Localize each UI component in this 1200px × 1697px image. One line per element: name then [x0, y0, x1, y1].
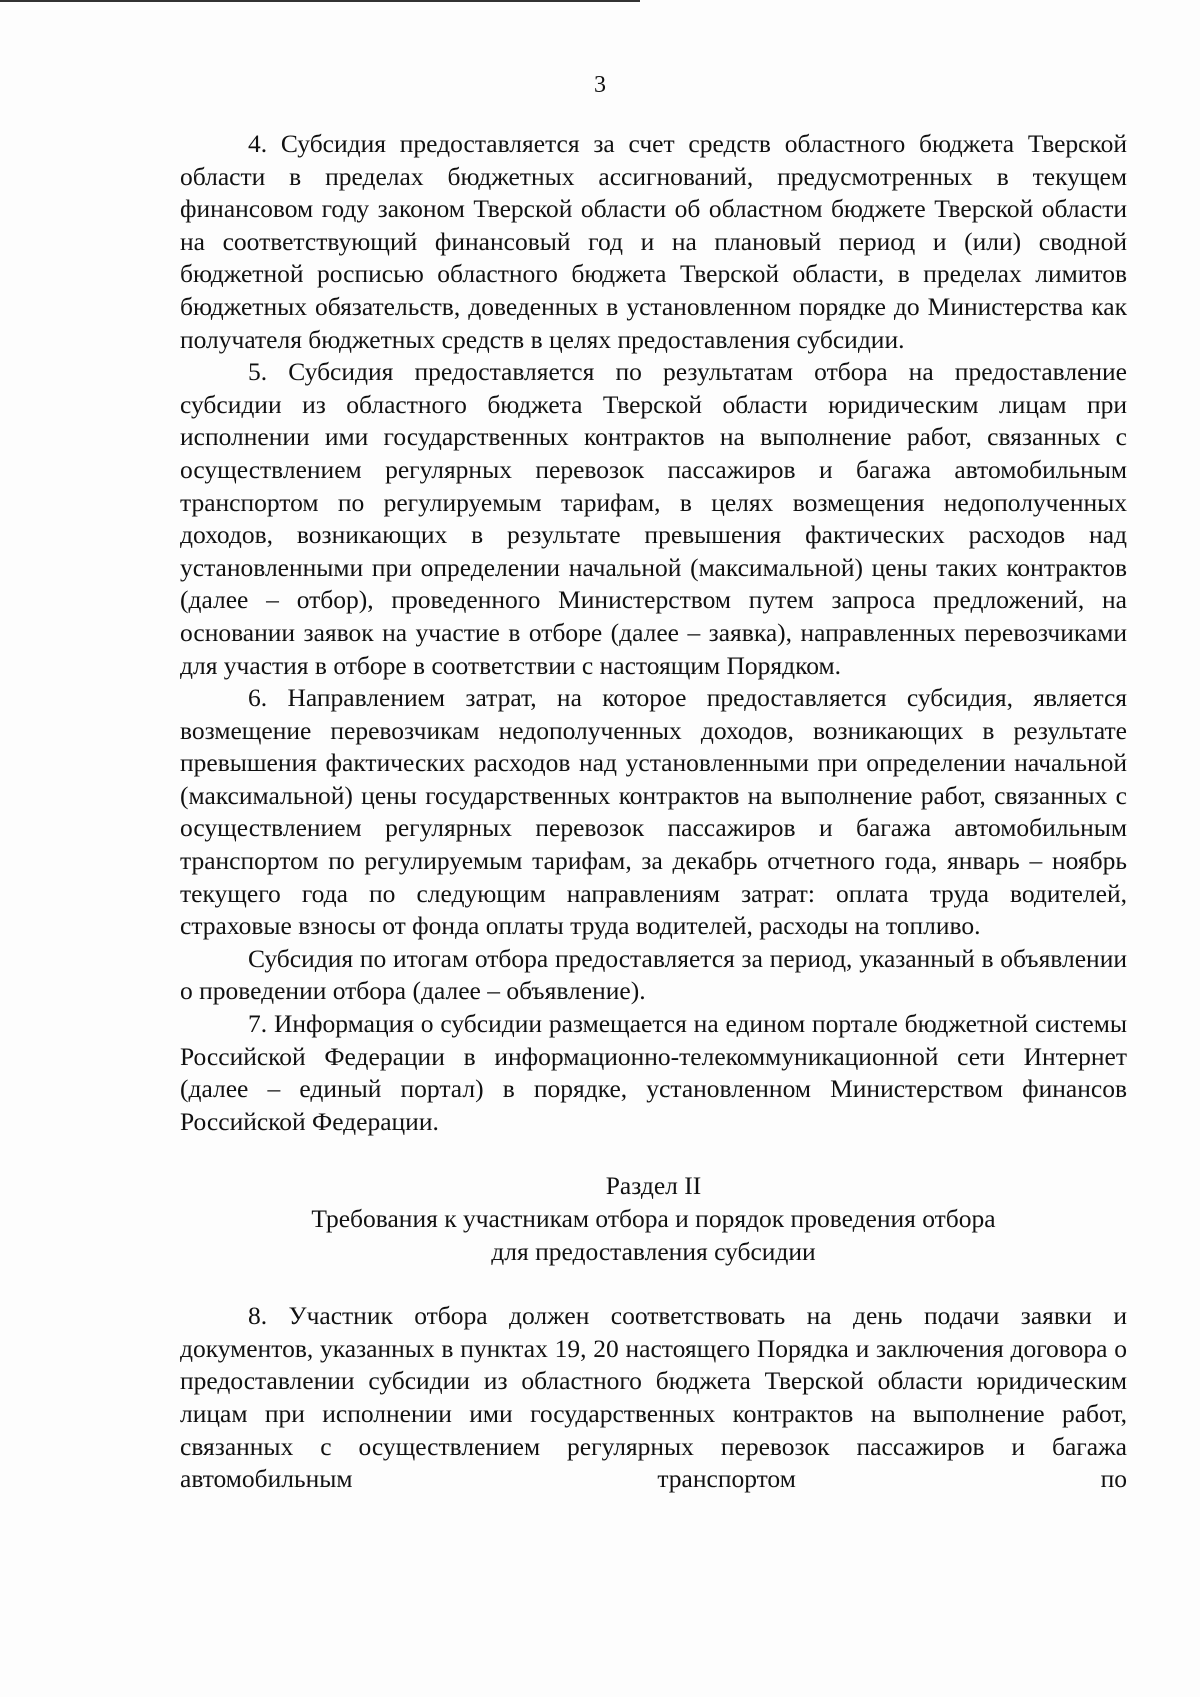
document-body: [180, 128, 1127, 1496]
paragraph-8: 8. Участник отбора должен соответствовать на день подачи заявки и документов, указанных в пунктах 19, 20 настоящего Порядка и заключения договора о предоставлении субсидии из областного бюджета Тверской области юридическим лицам при исполнении ими государственных контрактов на выполнение работ, связанных с осуществлением регулярных перевозок пассажиров и багажа автомобильным транспортом по: [180, 1301, 1127, 1494]
paragraph-6-note: Субсидия по итогам отбора предоставляется за период, указанный в объявлении о проведении отбора (далее – объявление).: [180, 943, 1127, 1006]
paragraph-6: 6. Направлением затрат, на которое предоставляется субсидия, является возмещение перевозчикам недополученных доходов, возникающих в результате превышения фактических расходов над установленными при определении начальной (максимальной) цены государственных контрактов на выполнение работ, связанных с осуществлением регулярных перевозок пассажиров и багажа автомобильным транспортом по регулируемым тарифам, за декабрь отчетного года, январь – ноябрь текущего года по следующим направлениям затрат: оплата труда водителей, страховые взносы от фонда оплаты труда водителей, расходы на топливо.: [180, 683, 1127, 941]
section-title-line-2: для предоставления субсидии: [491, 1236, 816, 1266]
scan-edge-line: [0, 0, 640, 2]
page-number: 3: [594, 72, 606, 98]
section-number: Раздел II: [605, 1171, 702, 1201]
paragraph-7: 7. Информация о субсидии размещается на едином портале бюджетной системы Российской Федерации в информационно-телекоммуникационной сети Интернет (далее – единый портал) в порядке, установленном Министерством финансов Российской Федерации.: [180, 1009, 1127, 1136]
paragraph-4: 4. Субсидия предоставляется за счет средств областного бюджета Тверской области в пределах бюджетных ассигнований, предусмотренных в текущем финансовом году законом Тверской области об областном бюджете Тверской области на соответствующий финансовый год и на плановый период и (или) сводной бюджетной росписью областного бюджета Тверской области, в пределах лимитов бюджетных обязательств, доведенных в установленном порядке до Министерства как получателя бюджетных средств в целях предоставления субсидии.: [180, 129, 1127, 354]
paragraph-5: 5. Субсидия предоставляется по результатам отбора на предоставление субсидии из областного бюджета Тверской области юридическим лицам при исполнении ими государственных контрактов на выполнение работ, связанных с осуществлением регулярных перевозок пассажиров и багажа автомобильным транспортом по регулируемым тарифам, в целях возмещения недополученных доходов, возникающих в результате превышения фактических расходов над установленными при определении начальной (максимальной) цены таких контрактов (далее – отбор), проведенного Министерством путем запроса предложений, на основании заявок на участие в отборе (далее – заявка), направленных перевозчиками для участия в отборе в соответствии с настоящим Порядком.: [180, 357, 1127, 680]
section-gap: [180, 1268, 1127, 1300]
section-title-line-1: Требования к участникам отбора и порядок проведения отбора: [311, 1204, 996, 1233]
